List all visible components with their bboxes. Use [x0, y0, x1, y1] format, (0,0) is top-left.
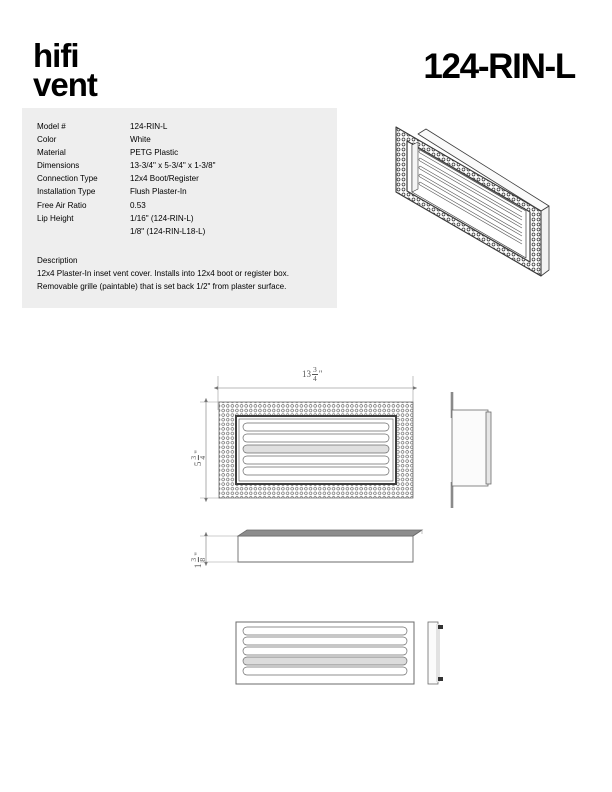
- table-row: [37, 120, 216, 133]
- width-dim-unit: ": [318, 369, 323, 380]
- specification-table: [37, 120, 216, 238]
- specification-panel: [22, 108, 337, 308]
- page-title: 124-RIN-L: [423, 47, 575, 86]
- depth-dim-unit: ": [193, 552, 203, 556]
- description-title: Description: [37, 256, 78, 265]
- description-block: [37, 254, 289, 293]
- spec-label: Material: [37, 148, 66, 158]
- description-line: 12x4 Plaster-In inset vent cover. Installs into 12x4 boot or register box.: [37, 269, 289, 279]
- lip-height-second-value: 1/8" (124-RIN-L18-L): [130, 226, 206, 236]
- height-dim-fraction: 3 4: [188, 455, 207, 460]
- product-isometric-render: [366, 112, 586, 308]
- spec-value: 124-RIN-L: [130, 122, 168, 131]
- drawing-canvas: [0, 330, 612, 730]
- depth-dimension-label: [190, 545, 206, 575]
- front-view-with-flange: [219, 402, 413, 498]
- height-dim-whole: 5: [193, 461, 203, 467]
- spec-value: PETG Plastic: [130, 148, 179, 158]
- spec-label: Lip Height: [37, 213, 74, 223]
- spec-value: White: [130, 135, 151, 145]
- width-dim-whole: 13: [302, 369, 311, 380]
- height-dim-unit: ": [193, 450, 203, 454]
- depth-dim-whole: 1: [193, 563, 203, 569]
- depth-dim-fraction: 3 8: [188, 557, 207, 562]
- spec-value: 0.53: [130, 200, 146, 210]
- top-edge-section-view: [238, 530, 422, 562]
- logo-line-2: vent: [33, 66, 97, 104]
- spec-label: Installation Type: [37, 187, 96, 197]
- spec-value: Flush Plaster-In: [130, 187, 187, 197]
- height-dimension-label: [190, 443, 206, 473]
- spec-label: Model #: [37, 122, 66, 131]
- brand-logo: [33, 37, 97, 104]
- table-row: [37, 159, 216, 172]
- spec-label: Connection Type: [37, 174, 98, 184]
- spec-value: 13-3/4" x 5-3/4" x 1-3/8": [130, 161, 216, 171]
- table-row: [37, 172, 216, 185]
- removable-grille-plan-view: [236, 622, 414, 684]
- grille-side-profile-view: [428, 622, 443, 684]
- spec-label: Free Air Ratio: [37, 200, 87, 210]
- table-row: [37, 146, 216, 159]
- width-dimension-label: [302, 366, 322, 382]
- logo-line-1: hifi: [33, 37, 79, 74]
- table-row: [37, 185, 216, 198]
- spec-label: Color: [37, 135, 57, 145]
- table-row: [37, 133, 216, 146]
- table-row: [37, 225, 216, 238]
- description-line: Removable grille (paintable) that is set back 1/2" from plaster surface.: [37, 282, 287, 292]
- width-dim-fraction: $\frac{3}{4}$: [313, 365, 317, 383]
- iso-vent-illustration: [366, 112, 586, 308]
- spec-value: 12x4 Boot/Register: [130, 174, 199, 184]
- right-side-profile-view: [452, 392, 491, 508]
- spec-value: 1/16" (124-RIN-L): [130, 213, 194, 223]
- table-row: [37, 212, 216, 225]
- spec-label: Dimensions: [37, 161, 80, 171]
- engineering-drawings: [0, 330, 612, 730]
- table-row: [37, 199, 216, 212]
